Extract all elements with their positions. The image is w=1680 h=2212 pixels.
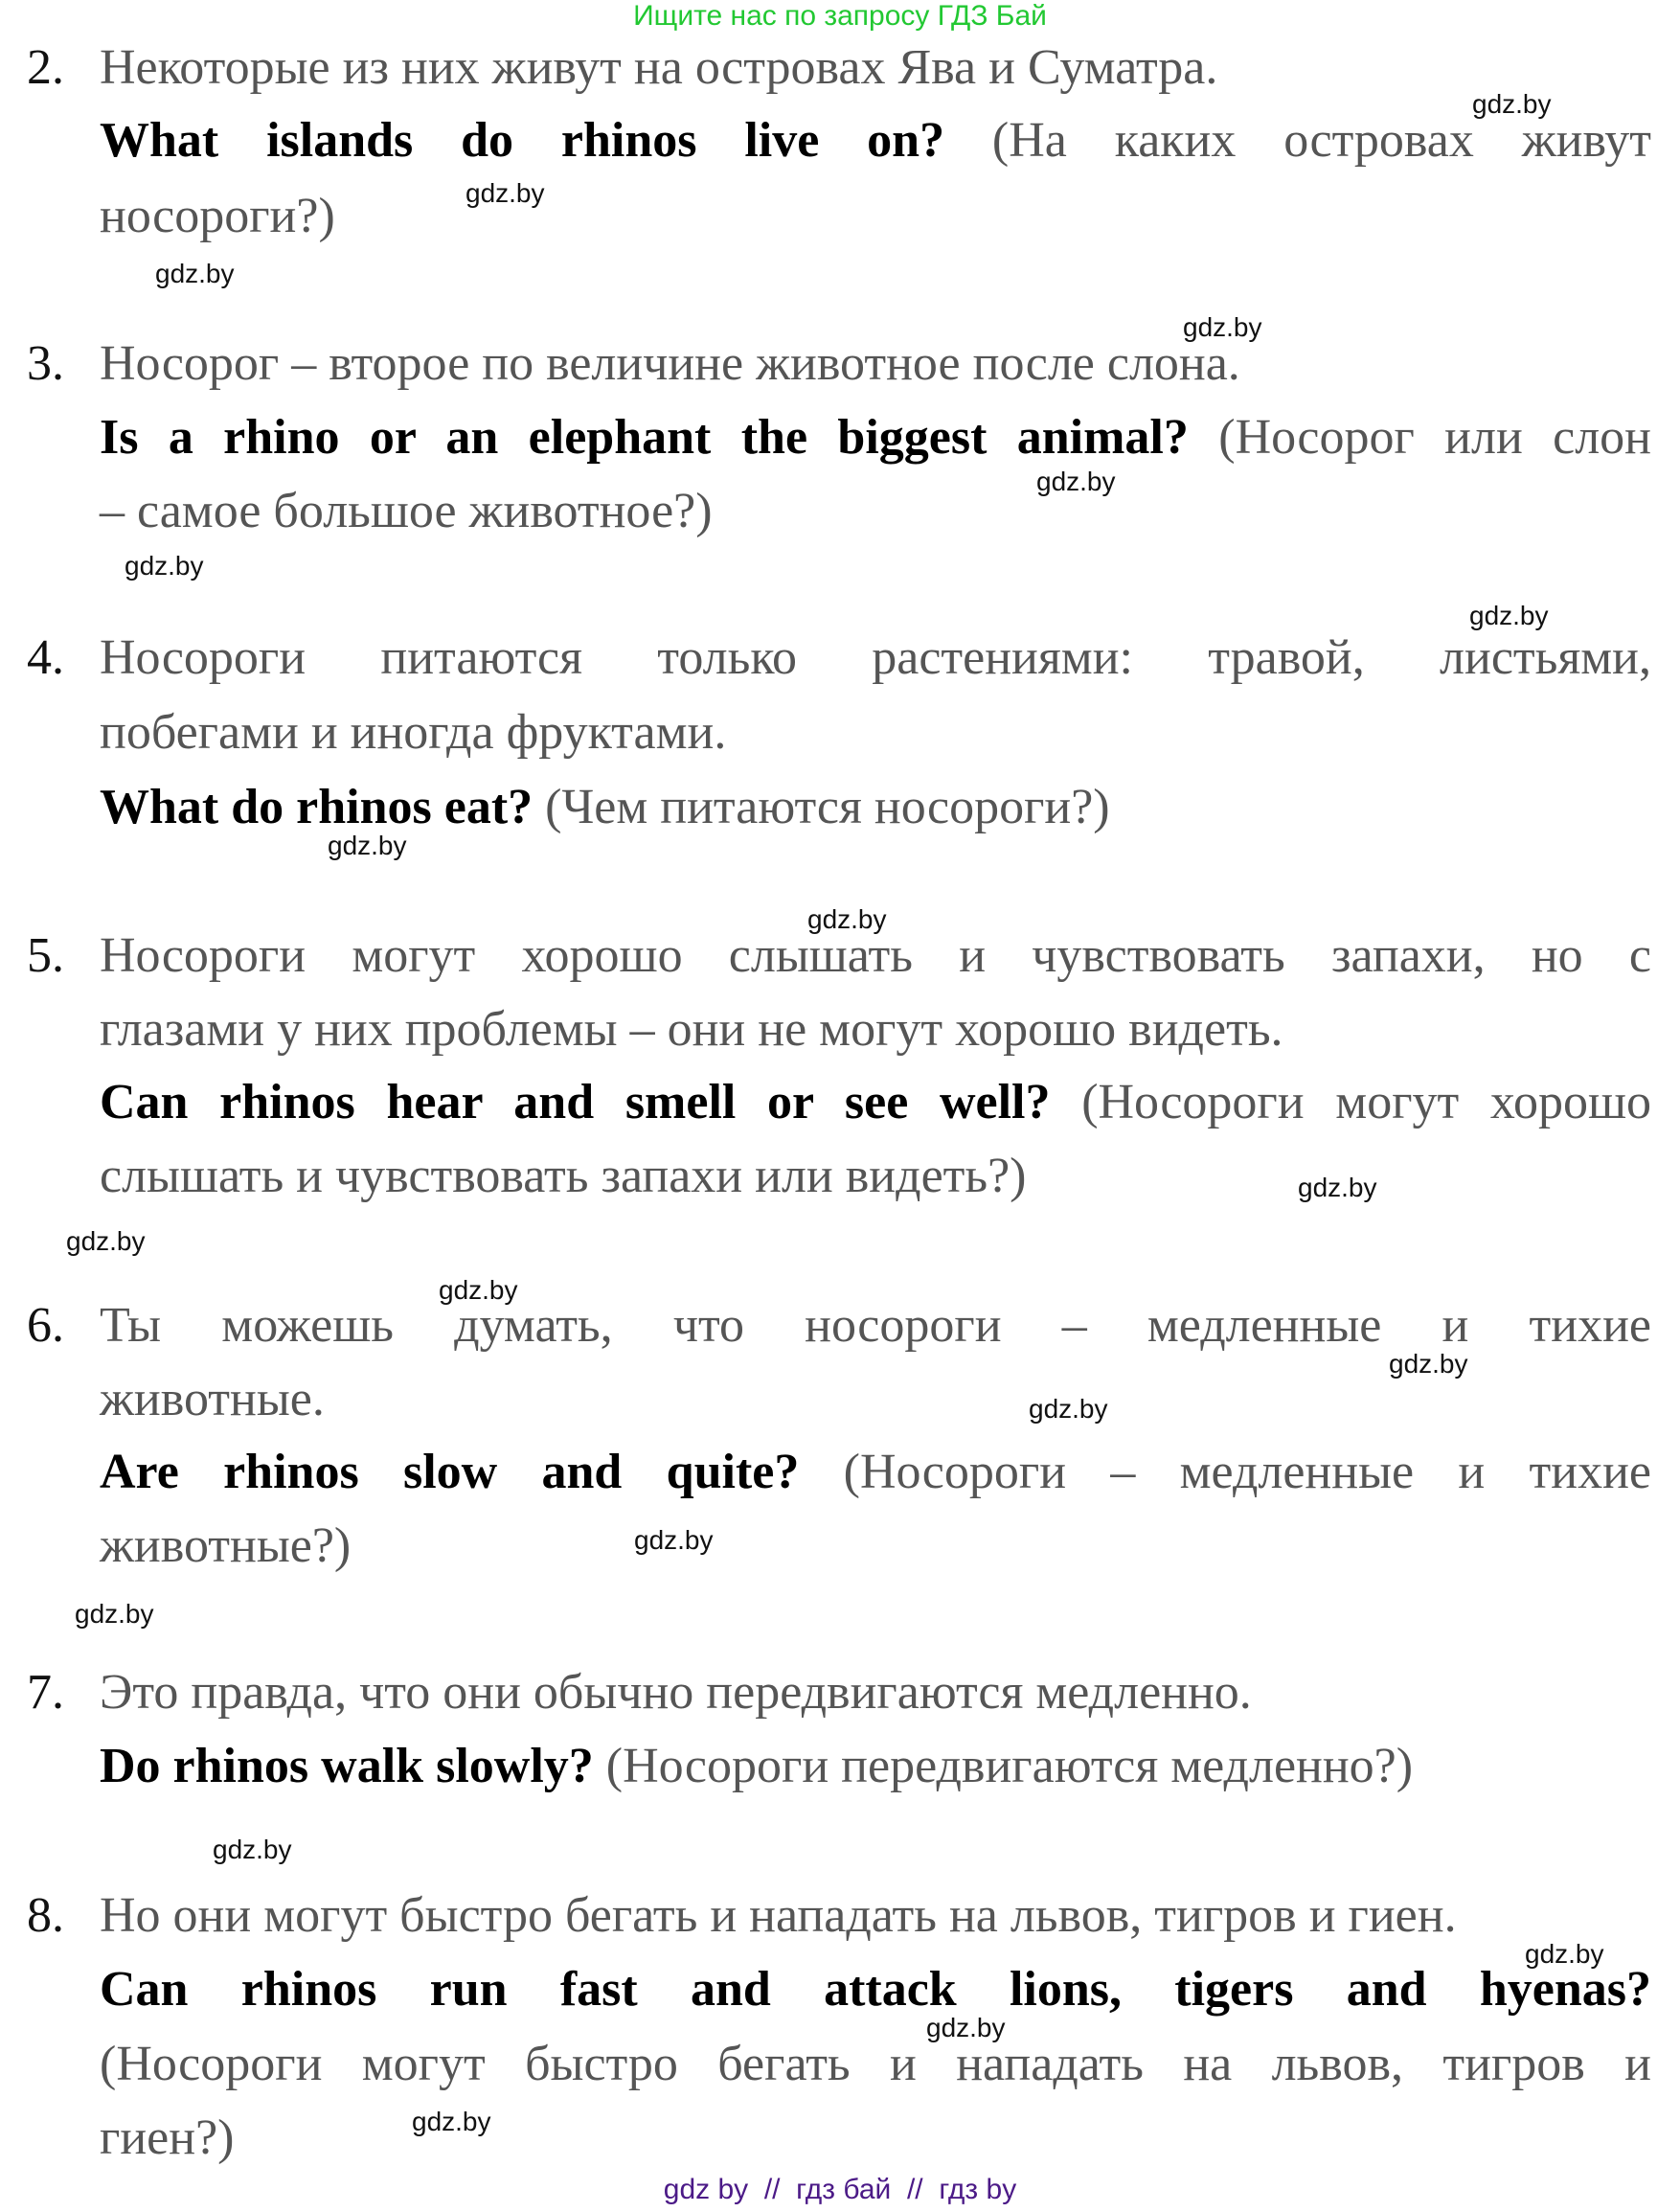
- item-number: 4.: [27, 630, 64, 685]
- russian-text: Носороги могут хорошо слышать и чувствовать запахи, но с: [100, 928, 1651, 983]
- item-text-line: [100, 2036, 1651, 2093]
- item-text-line: [100, 2109, 1651, 2167]
- item-text-line: [100, 1517, 1651, 1575]
- item-text-line: [100, 927, 1651, 985]
- russian-text: животные.: [100, 1372, 325, 1426]
- watermark: gdz.by: [328, 831, 407, 860]
- item-text-line: [100, 704, 1651, 762]
- watermark: gdz.by: [1525, 1939, 1604, 1969]
- item-text-line: [100, 39, 1651, 97]
- english-question: What do rhinos eat?: [100, 780, 534, 834]
- item-question-line: [100, 1074, 1651, 1131]
- top-banner: Ищите нас по запросу ГДЗ Бай: [633, 0, 1047, 32]
- russian-translation: (Носороги – медленные и тихие: [799, 1445, 1651, 1499]
- watermark: gdz.by: [155, 259, 235, 288]
- russian-text: Ты можешь думать, что носороги – медленные и тихие: [100, 1298, 1651, 1353]
- watermark: gdz.by: [1029, 1394, 1108, 1424]
- item-number: 7.: [27, 1665, 64, 1720]
- watermark: gdz.by: [926, 2013, 1006, 2042]
- watermark: gdz.by: [465, 178, 545, 208]
- watermark: gdz.by: [125, 551, 204, 581]
- footer-banner: gdz by // гдз бай // гдз by: [663, 2174, 1017, 2205]
- item-number: 3.: [27, 336, 64, 391]
- russian-translation: гиен?): [100, 2110, 235, 2165]
- watermark: gdz.by: [75, 1599, 154, 1629]
- russian-translation: (Носороги могут быстро бегать и нападать на львов, тигров и: [100, 2037, 1651, 2091]
- item-text-line: [100, 629, 1651, 687]
- item-text-line: [100, 335, 1651, 393]
- watermark: gdz.by: [807, 904, 887, 934]
- item-text-line: [100, 1371, 1651, 1428]
- russian-text: побегами и иногда фруктами.: [100, 705, 727, 760]
- item-question-line: [100, 112, 1651, 170]
- english-question: Do rhinos walk slowly?: [100, 1739, 594, 1793]
- item-text-line: [100, 1001, 1651, 1059]
- watermark: gdz.by: [439, 1275, 518, 1305]
- item-text-line: [100, 1297, 1651, 1355]
- watermark: gdz.by: [1469, 601, 1549, 630]
- item-question-line: [100, 1738, 1651, 1795]
- watermark: gdz.by: [634, 1525, 714, 1555]
- item-question-line: [100, 1961, 1651, 2018]
- russian-translation: слышать и чувствовать запахи или видеть?): [100, 1149, 1027, 1203]
- item-text-line: [100, 1148, 1651, 1205]
- item-question-line: [100, 409, 1651, 467]
- watermark: gdz.by: [213, 1835, 292, 1864]
- russian-translation: – самое большое животное?): [100, 484, 713, 538]
- russian-translation: (Носороги могут хорошо: [1050, 1075, 1651, 1129]
- russian-text: Это правда, что они обычно передвигаются медленно.: [100, 1665, 1252, 1720]
- watermark: gdz.by: [412, 2107, 491, 2136]
- watermark: gdz.by: [1472, 89, 1552, 119]
- item-number: 5.: [27, 928, 64, 983]
- russian-translation: животные?): [100, 1518, 352, 1573]
- english-question: Can rhinos run fast and attack lions, tigers and hyenas?: [100, 1962, 1651, 2017]
- russian-text: глазами у них проблемы – они не могут хорошо видеть.: [100, 1002, 1283, 1057]
- english-question: Are rhinos slow and quite?: [100, 1445, 800, 1499]
- item-question-line: [100, 1444, 1651, 1501]
- russian-translation: (Носорог или слон: [1188, 410, 1651, 465]
- russian-translation: (Носороги передвигаются медленно?): [593, 1739, 1414, 1793]
- english-question: What islands do rhinos live on?: [100, 113, 945, 168]
- russian-translation: носороги?): [100, 189, 335, 243]
- russian-text: Но они могут быстро бегать и нападать на львов, тигров и гиен.: [100, 1888, 1457, 1943]
- russian-text: Носорог – второе по величине животное после слона.: [100, 336, 1240, 391]
- english-question: Is a rhino or an elephant the biggest animal?: [100, 410, 1189, 465]
- watermark: gdz.by: [66, 1226, 146, 1256]
- russian-translation: (На каких островах живут: [944, 113, 1651, 168]
- item-number: 6.: [27, 1298, 64, 1353]
- item-text-line: [100, 188, 1651, 245]
- english-question: Can rhinos hear and smell or see well?: [100, 1075, 1051, 1129]
- watermark: gdz.by: [1036, 467, 1116, 496]
- item-text-line: [100, 1887, 1651, 1945]
- item-text-line: [100, 1664, 1651, 1722]
- watermark: gdz.by: [1183, 312, 1262, 342]
- item-number: 8.: [27, 1888, 64, 1943]
- russian-text: Носороги питаются только растениями: травой, листьями,: [100, 630, 1651, 685]
- item-number: 2.: [27, 40, 64, 95]
- item-text-line: [100, 483, 1651, 540]
- russian-text: Некоторые из них живут на островах Ява и Суматра.: [100, 40, 1218, 95]
- watermark: gdz.by: [1389, 1349, 1468, 1379]
- russian-translation: (Чем питаются носороги?): [533, 780, 1110, 834]
- watermark: gdz.by: [1298, 1173, 1377, 1202]
- item-question-line: [100, 779, 1651, 836]
